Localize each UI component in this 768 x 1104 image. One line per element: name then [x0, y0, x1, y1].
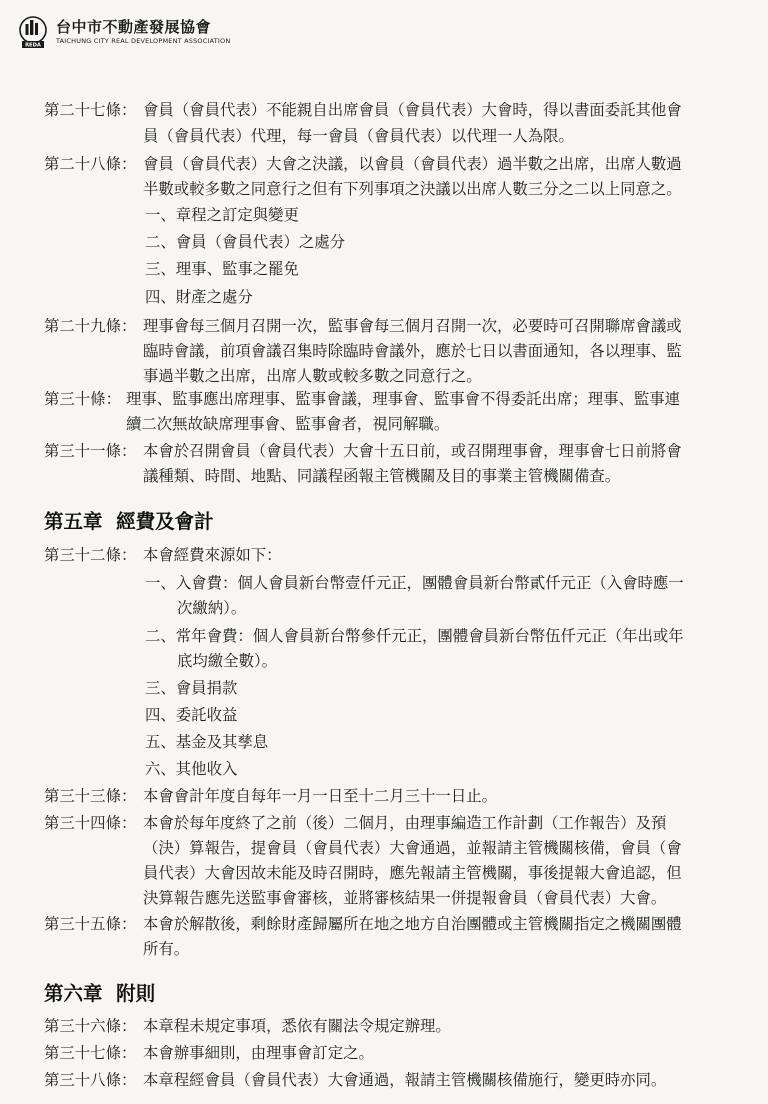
article-32-item: 二、常年會費：個人會員新台幣參仟元正，團體會員新台幣伍仟元正（年出或年 [145, 627, 684, 645]
article-27-text: 會員（會員代表）不能親自出席會員（會員代表）大會時，得以書面委託其他會 [143, 101, 682, 119]
article-28-item: 四、財產之處分 [145, 288, 253, 306]
article-32-item: 底均繳全數）。 [177, 652, 278, 670]
article-29-text: 事過半數之出席，出席人數或較多數之同意行之。 [143, 367, 482, 385]
article-30-text: 理事、監事應出席理事、監事會議，理事會、監事會不得委託出席；理事、監事連 [126, 390, 681, 408]
article-38-text: 本章程經會員（會員代表）大會通過，報請主管機關核備施行，變更時亦同。 [143, 1071, 667, 1089]
article-32-number: 第三十二條： [44, 546, 137, 564]
article-28-number: 第二十八條： [44, 155, 137, 173]
article-32-item: 四、委託收益 [145, 706, 238, 724]
article-36-number: 第三十六條： [44, 1017, 137, 1035]
article-32-text: 本會經費來源如下： [143, 546, 282, 564]
article-28-item: 三、理事、監事之罷免 [145, 260, 299, 278]
article-27-number: 第二十七條： [44, 101, 137, 119]
article-30-number: 第三十條： [44, 390, 121, 408]
article-30-text: 續二次無故缺席理事會、監事會者，視同解職。 [126, 415, 450, 433]
article-34-text: （決）算報告，提會員（會員代表）大會通過，並報請主管機關核備，會員（會 [143, 839, 682, 857]
article-34-text: 本會於每年度終了之前（後）二個月，由理事編造工作計劃（工作報告）及預 [143, 814, 667, 832]
article-34-text: 決算報告應先送監事會審核，並將審核結果一併提報會員（會員代表）大會。 [143, 889, 667, 907]
org-name-english: TAICHUNG CITY REAL DEVELOPMENT ASSOCIATION [56, 36, 231, 45]
article-32-item: 五、基金及其孳息 [145, 733, 269, 751]
article-28-item: 一、章程之訂定與變更 [145, 206, 299, 224]
article-27-text: 員（會員代表）代理，每一會員（會員代表）以代理一人為限。 [143, 127, 574, 145]
org-name-chinese: 台中市不動產發展協會 [56, 17, 212, 36]
article-34-number: 第三十四條： [44, 814, 137, 832]
article-33-number: 第三十三條： [44, 787, 137, 805]
article-31-number: 第三十一條： [44, 442, 137, 460]
article-32-item: 六、其他收入 [145, 760, 238, 778]
article-37-text: 本會辦事細則，由理事會訂定之。 [143, 1044, 374, 1062]
article-28-text: 半數或較多數之同意行之但有下列事項之決議以出席人數三分之二以上同意之。 [143, 180, 682, 198]
article-38-number: 第三十八條： [44, 1071, 137, 1089]
article-29-text: 理事會每三個月召開一次，監事會每三個月召開一次，必要時可召開聯席會議或 [143, 317, 682, 335]
article-32-item: 一、入會費：個人會員新台幣壹仟元正，團體會員新台幣貳仟元正（入會時應一 [145, 574, 684, 592]
article-35-text: 所有。 [143, 940, 190, 958]
chapter-6-heading: 第六章 附則 [44, 982, 156, 1005]
article-35-number: 第三十五條： [44, 915, 137, 933]
article-29-text: 臨時會議，前項會議召集時除臨時會議外，應於七日以書面通知，各以理事、監 [143, 342, 682, 360]
article-29-number: 第二十九條： [44, 317, 137, 335]
article-28-text: 會員（會員代表）大會之決議，以會員（會員代表）過半數之出席，出席人數過 [143, 155, 682, 173]
article-35-text: 本會於解散後，剩餘財產歸屬所在地之地方自治團體或主管機關指定之機關團體 [143, 915, 682, 933]
article-31-text: 議種類、時間、地點、同議程函報主管機關及目的事業主管機關備查。 [143, 467, 621, 485]
article-34-text: 員代表）大會因故未能及時召開時，應先報請主管機關，事後提報大會追認，但 [143, 864, 682, 882]
chapter-5-heading: 第五章 經費及會計 [44, 510, 214, 533]
article-32-item: 次繳納）。 [177, 599, 247, 617]
article-32-item: 三、會員捐款 [145, 679, 238, 697]
article-33-text: 本會會計年度自每年一月一日至十二月三十一日止。 [143, 787, 497, 805]
article-31-text: 本會於召開會員（會員代表）大會十五日前，或召開理事會，理事會七日前將會 [143, 442, 682, 460]
svg-text:REDA: REDA [25, 42, 41, 49]
article-36-text: 本章程未規定事項，悉依有關法令規定辦理。 [143, 1017, 451, 1035]
article-28-item: 二、會員（會員代表）之處分 [145, 233, 346, 251]
article-37-number: 第三十七條： [44, 1044, 137, 1062]
